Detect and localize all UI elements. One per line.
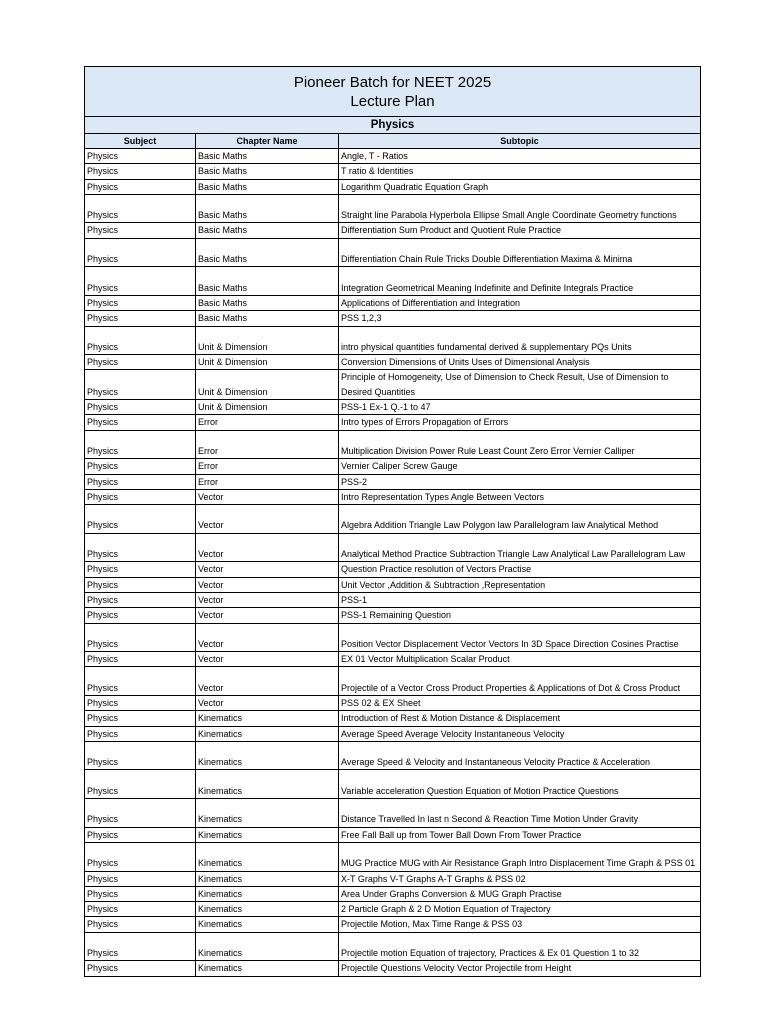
table-row: [85, 179, 701, 194]
cell-subtopic: Straight line Parabola Hyperbola Ellipse Small Angle Coordinate Geometry functions: [339, 194, 701, 223]
cell-chapter: Kinematics: [196, 741, 339, 770]
cell-subtopic: Average Speed Average Velocity Instantaneous Velocity: [339, 726, 701, 741]
table-row: [85, 695, 701, 710]
table-row: [85, 711, 701, 726]
cell-subject: Physics: [85, 194, 196, 223]
cell-subtopic: Principle of Homogeneity, Use of Dimension to Check Result, Use of Dimension to Desired Quantities: [339, 370, 701, 400]
table-row: [85, 505, 701, 534]
cell-subtopic: Projectile Motion, Max Time Range & PSS 03: [339, 917, 701, 932]
cell-subject: Physics: [85, 415, 196, 430]
cell-subject: Physics: [85, 355, 196, 370]
cell-chapter: Unit & Dimension: [196, 326, 339, 355]
column-header-subject: Subject: [85, 134, 196, 149]
cell-subtopic: Intro Representation Types Angle Between Vectors: [339, 489, 701, 504]
table-row: [85, 267, 701, 296]
cell-chapter: Error: [196, 459, 339, 474]
cell-chapter: Unit & Dimension: [196, 355, 339, 370]
cell-subtopic: Intro types of Errors Propagation of Errors: [339, 415, 701, 430]
cell-chapter: Kinematics: [196, 711, 339, 726]
cell-chapter: Vector: [196, 608, 339, 623]
cell-subtopic: Projectile Questions Velocity Vector Projectile from Height: [339, 961, 701, 976]
table-row: [85, 741, 701, 770]
table-row: [85, 799, 701, 828]
table-row: [85, 842, 701, 871]
cell-subject: Physics: [85, 430, 196, 459]
column-header-chapter: Chapter Name: [196, 134, 339, 149]
cell-subject: Physics: [85, 474, 196, 489]
cell-subtopic: intro physical quantities fundamental derived & supplementary PQs Units: [339, 326, 701, 355]
cell-subject: Physics: [85, 505, 196, 534]
cell-subject: Physics: [85, 741, 196, 770]
table-row: [85, 164, 701, 179]
cell-chapter: Vector: [196, 695, 339, 710]
table-row: [85, 370, 701, 400]
cell-subject: Physics: [85, 223, 196, 238]
table-row: [85, 902, 701, 917]
cell-subject: Physics: [85, 667, 196, 696]
table-row: [85, 562, 701, 577]
cell-subject: Physics: [85, 652, 196, 667]
cell-subject: Physics: [85, 961, 196, 976]
table-row: [85, 961, 701, 976]
cell-chapter: Basic Maths: [196, 238, 339, 267]
table-body: [85, 149, 701, 977]
cell-subject: Physics: [85, 164, 196, 179]
cell-chapter: Kinematics: [196, 886, 339, 901]
cell-subject: Physics: [85, 871, 196, 886]
cell-chapter: Kinematics: [196, 932, 339, 961]
cell-subtopic: Applications of Differentiation and Integration: [339, 295, 701, 310]
cell-chapter: Kinematics: [196, 827, 339, 842]
cell-subtopic: PSS-1: [339, 592, 701, 607]
cell-subtopic: Projectile of a Vector Cross Product Properties & Applications of Dot & Cross Product: [339, 667, 701, 696]
cell-subject: Physics: [85, 770, 196, 799]
table-row: [85, 608, 701, 623]
column-header-row: [85, 134, 701, 149]
cell-chapter: Error: [196, 474, 339, 489]
cell-subtopic: PSS-2: [339, 474, 701, 489]
cell-subtopic: Free Fall Ball up from Tower Ball Down From Tower Practice: [339, 827, 701, 842]
table-row: [85, 623, 701, 652]
cell-subtopic: Angle, T - Ratios: [339, 149, 701, 164]
table-row: [85, 311, 701, 326]
cell-chapter: Kinematics: [196, 842, 339, 871]
cell-chapter: Kinematics: [196, 770, 339, 799]
cell-chapter: Basic Maths: [196, 194, 339, 223]
table-row: [85, 489, 701, 504]
lecture-plan-table: [84, 66, 701, 977]
cell-subject: Physics: [85, 917, 196, 932]
title-block: [85, 67, 701, 117]
cell-subtopic: Distance Travelled In last n Second & Reaction Time Motion Under Gravity: [339, 799, 701, 828]
cell-subject: Physics: [85, 827, 196, 842]
cell-subtopic: Algebra Addition Triangle Law Polygon law Parallelogram law Analytical Method: [339, 505, 701, 534]
cell-subject: Physics: [85, 326, 196, 355]
table-row: [85, 827, 701, 842]
table-row: [85, 295, 701, 310]
cell-subject: Physics: [85, 238, 196, 267]
cell-subject: Physics: [85, 459, 196, 474]
cell-subtopic: T ratio & Identities: [339, 164, 701, 179]
cell-subject: Physics: [85, 489, 196, 504]
cell-subtopic: PSS 02 & EX Sheet: [339, 695, 701, 710]
cell-chapter: Unit & Dimension: [196, 370, 339, 400]
cell-chapter: Basic Maths: [196, 164, 339, 179]
cell-subtopic: Projectile motion Equation of trajectory, Practices & Ex 01 Question 1 to 32: [339, 932, 701, 961]
cell-chapter: Error: [196, 430, 339, 459]
cell-subject: Physics: [85, 932, 196, 961]
cell-subtopic: EX 01 Vector Multiplication Scalar Product: [339, 652, 701, 667]
cell-chapter: Kinematics: [196, 871, 339, 886]
cell-subject: Physics: [85, 799, 196, 828]
cell-chapter: Vector: [196, 577, 339, 592]
table-row: [85, 886, 701, 901]
cell-subtopic: Integration Geometrical Meaning Indefinite and Definite Integrals Practice: [339, 267, 701, 296]
cell-chapter: Basic Maths: [196, 223, 339, 238]
cell-subject: Physics: [85, 370, 196, 400]
cell-subtopic: Question Practice resolution of Vectors Practise: [339, 562, 701, 577]
cell-chapter: Kinematics: [196, 917, 339, 932]
cell-chapter: Kinematics: [196, 799, 339, 828]
cell-chapter: Vector: [196, 505, 339, 534]
cell-chapter: Basic Maths: [196, 267, 339, 296]
document-subtitle: Lecture Plan: [350, 92, 435, 110]
table-row: [85, 474, 701, 489]
cell-chapter: Basic Maths: [196, 295, 339, 310]
cell-subject: Physics: [85, 562, 196, 577]
cell-subject: Physics: [85, 695, 196, 710]
cell-chapter: Basic Maths: [196, 149, 339, 164]
cell-subject: Physics: [85, 592, 196, 607]
cell-subtopic: Vernier Caliper Screw Gauge: [339, 459, 701, 474]
cell-subtopic: 2 Particle Graph & 2 D Motion Equation of Trajectory: [339, 902, 701, 917]
cell-chapter: Error: [196, 415, 339, 430]
cell-subtopic: MUG Practice MUG with Air Resistance Graph Intro Displacement Time Graph & PSS 01: [339, 842, 701, 871]
cell-subtopic: Introduction of Rest & Motion Distance & Displacement: [339, 711, 701, 726]
table-row: [85, 400, 701, 415]
cell-chapter: Unit & Dimension: [196, 400, 339, 415]
cell-subject: Physics: [85, 608, 196, 623]
table-row: [85, 430, 701, 459]
table-row: [85, 667, 701, 696]
column-header-subtopic: Subtopic: [339, 134, 701, 149]
cell-subtopic: X-T Graphs V-T Graphs A-T Graphs & PSS 02: [339, 871, 701, 886]
cell-chapter: Vector: [196, 652, 339, 667]
cell-chapter: Basic Maths: [196, 179, 339, 194]
cell-chapter: Vector: [196, 562, 339, 577]
section-heading: Physics: [85, 117, 701, 134]
table-row: [85, 726, 701, 741]
cell-chapter: Vector: [196, 533, 339, 562]
table-row: [85, 326, 701, 355]
table-row: [85, 459, 701, 474]
cell-subtopic: Logarithm Quadratic Equation Graph: [339, 179, 701, 194]
lecture-plan-sheet: [84, 66, 700, 977]
cell-chapter: Vector: [196, 489, 339, 504]
cell-subject: Physics: [85, 533, 196, 562]
table-row: [85, 223, 701, 238]
cell-subtopic: Variable acceleration Question Equation of Motion Practice Questions: [339, 770, 701, 799]
cell-chapter: Kinematics: [196, 902, 339, 917]
cell-subject: Physics: [85, 623, 196, 652]
cell-subject: Physics: [85, 886, 196, 901]
cell-subject: Physics: [85, 577, 196, 592]
cell-chapter: Vector: [196, 592, 339, 607]
cell-chapter: Vector: [196, 667, 339, 696]
cell-subject: Physics: [85, 902, 196, 917]
cell-subject: Physics: [85, 711, 196, 726]
table-row: [85, 932, 701, 961]
table-row: [85, 770, 701, 799]
cell-chapter: Vector: [196, 623, 339, 652]
cell-subject: Physics: [85, 149, 196, 164]
cell-subtopic: Unit Vector ,Addition & Subtraction ,Representation: [339, 577, 701, 592]
table-row: [85, 533, 701, 562]
table-row: [85, 871, 701, 886]
table-row: [85, 592, 701, 607]
cell-subject: Physics: [85, 726, 196, 741]
table-row: [85, 577, 701, 592]
table-row: [85, 238, 701, 267]
cell-subtopic: PSS 1,2,3: [339, 311, 701, 326]
cell-subtopic: Position Vector Displacement Vector Vectors In 3D Space Direction Cosines Practise: [339, 623, 701, 652]
table-row: [85, 149, 701, 164]
cell-subject: Physics: [85, 267, 196, 296]
table-row: [85, 917, 701, 932]
cell-subtopic: Average Speed & Velocity and Instantaneous Velocity Practice & Acceleration: [339, 741, 701, 770]
cell-chapter: Kinematics: [196, 961, 339, 976]
cell-subject: Physics: [85, 400, 196, 415]
cell-subtopic: Area Under Graphs Conversion & MUG Graph Practise: [339, 886, 701, 901]
cell-subtopic: Multiplication Division Power Rule Least Count Zero Error Vernier Calliper: [339, 430, 701, 459]
table-row: [85, 415, 701, 430]
cell-chapter: Kinematics: [196, 726, 339, 741]
document-title: Pioneer Batch for NEET 2025: [293, 73, 492, 91]
cell-subject: Physics: [85, 179, 196, 194]
cell-subtopic: Differentiation Sum Product and Quotient Rule Practice: [339, 223, 701, 238]
cell-subtopic: PSS-1 Ex-1 Q.-1 to 47: [339, 400, 701, 415]
cell-subject: Physics: [85, 842, 196, 871]
table-row: [85, 355, 701, 370]
cell-subject: Physics: [85, 295, 196, 310]
cell-subtopic: Analytical Method Practice Subtraction Triangle Law Analytical Law Parallelogram Law: [339, 533, 701, 562]
table-row: [85, 652, 701, 667]
cell-subject: Physics: [85, 311, 196, 326]
table-row: [85, 194, 701, 223]
cell-subtopic: Conversion Dimensions of Units Uses of Dimensional Analysis: [339, 355, 701, 370]
cell-chapter: Basic Maths: [196, 311, 339, 326]
cell-subtopic: Differentiation Chain Rule Tricks Double Differentiation Maxima & Minima: [339, 238, 701, 267]
cell-subtopic: PSS-1 Remaining Question: [339, 608, 701, 623]
